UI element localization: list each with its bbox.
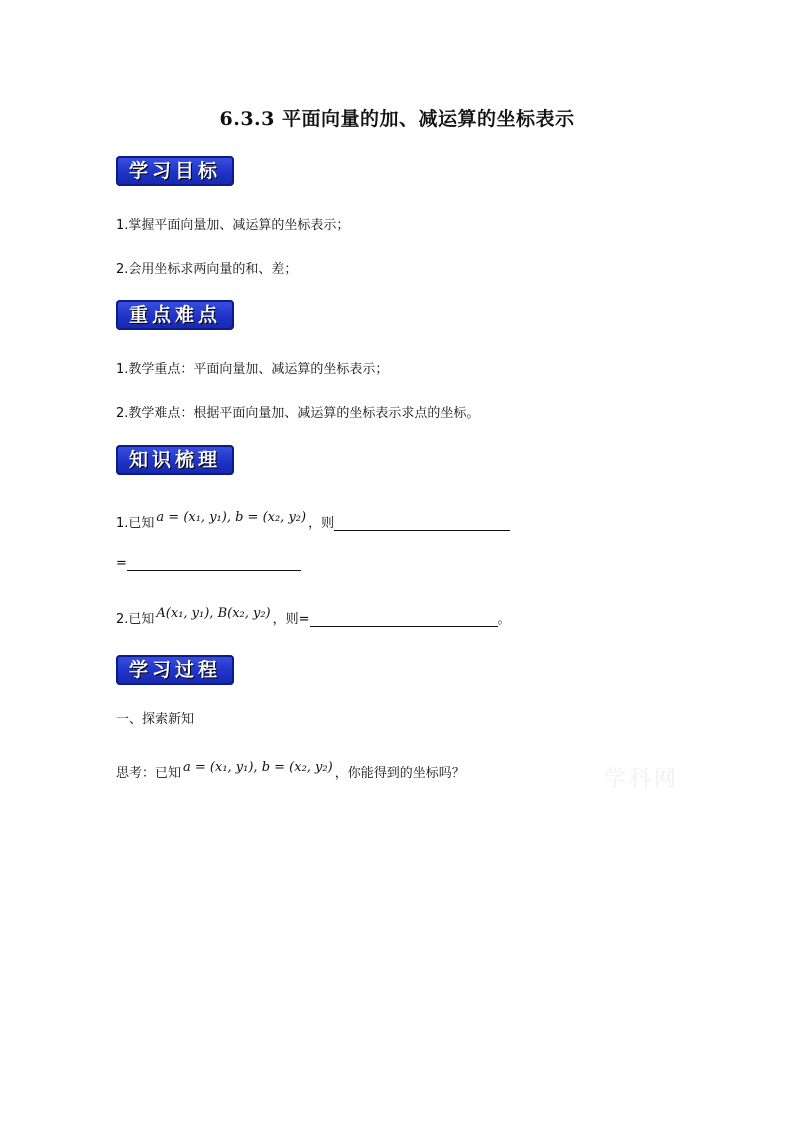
q2-end: 。 (497, 612, 511, 627)
q1-answer-blank (334, 516, 510, 531)
q2-suffix: ，则= (272, 612, 310, 627)
knowledge-question-1 (116, 512, 510, 531)
q1-line2-blank (127, 556, 301, 571)
q1-suffix: ，则 (308, 516, 335, 531)
page-title: 6.3.3 平面向量的加、减运算的坐标表示 (219, 108, 575, 130)
think-suffix: ，你能得到的坐标吗？ (334, 766, 465, 781)
section-badge-key-points: 重点难点 (116, 300, 234, 330)
think-prefix: 思考：已知 (116, 766, 182, 781)
process-subheading: 一、探索新知 (116, 712, 195, 727)
knowledge-question-2 (116, 608, 511, 627)
section-badge-knowledge: 知识梳理 (116, 445, 234, 475)
knowledge-question-1-line2 (116, 556, 301, 571)
key-point-item-1: 1.教学重点：平面向量加、减运算的坐标表示； (116, 362, 389, 377)
q2-formula: A(x₁, y₁), B(x₂, y₂) (156, 606, 271, 621)
q1-formula: a = (x₁, y₁), b = (x₂, y₂) (156, 510, 307, 525)
key-point-item-2: 2.教学难点：根据平面向量加、减运算的坐标表示求点的坐标。 (116, 406, 480, 421)
q2-answer-blank (310, 612, 498, 627)
watermark: 学科网 (604, 767, 680, 792)
think-formula: a = (x₁, y₁), b = (x₂, y₂) (183, 760, 333, 775)
q2-prefix: 2.已知 (116, 612, 155, 627)
process-think-question (116, 762, 465, 781)
goal-item-2: 2.会用坐标求两向量的和、差； (116, 262, 298, 277)
section-badge-process: 学习过程 (116, 655, 234, 685)
section-badge-goals: 学习目标 (116, 156, 234, 186)
goal-item-1: 1.掌握平面向量加、减运算的坐标表示； (116, 218, 350, 233)
q1-prefix: 1.已知 (116, 516, 155, 531)
q1-line2-prefix: = (116, 556, 127, 571)
